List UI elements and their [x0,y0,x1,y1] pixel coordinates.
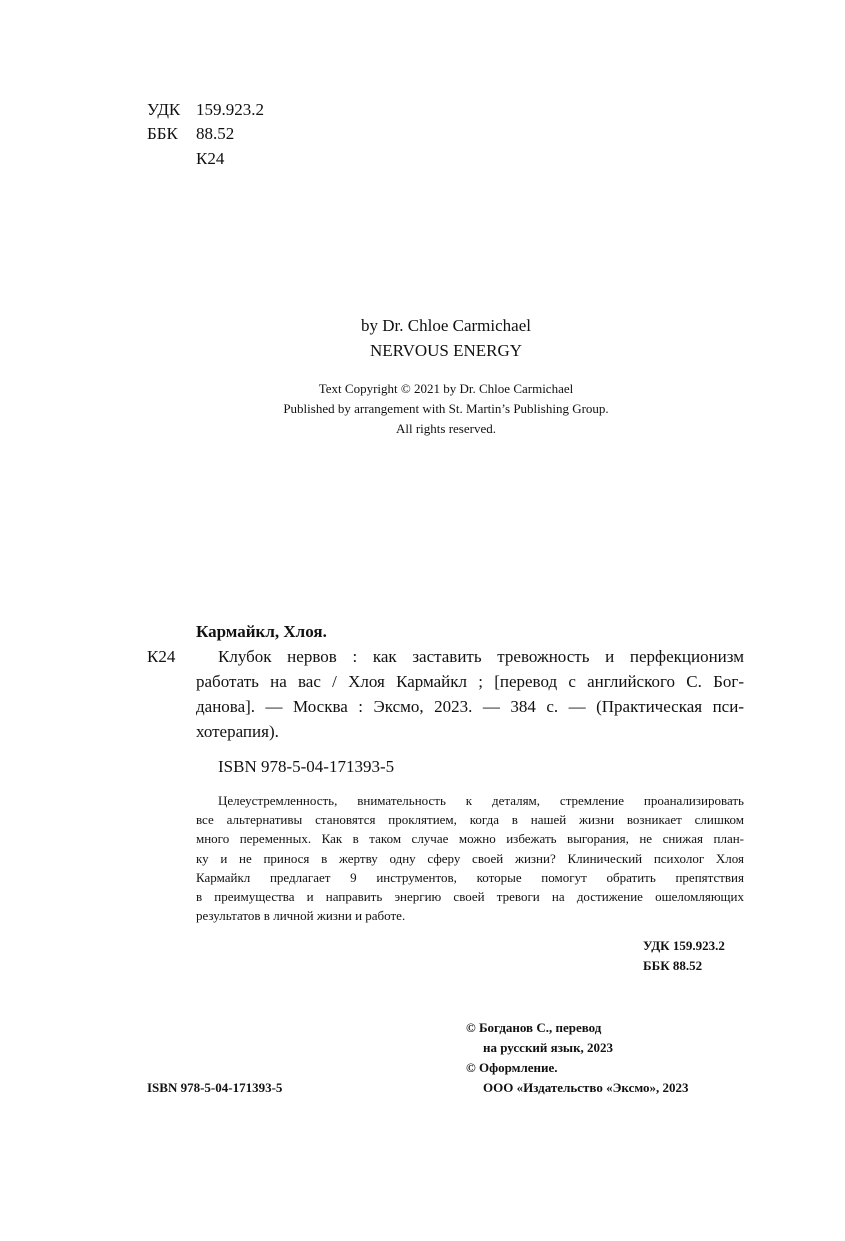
bbk-label: ББК [147,124,178,143]
original-title: NERVOUS ENERGY [369,341,523,360]
annotation-line-1: Целеустремленность, внимательность к деталям, стремление проанализировать [218,793,744,808]
udk-label: УДК [147,100,181,119]
catalog-description-line-3: данова]. — Москва : Эксмо, 2023. — 384 с. — (Практическая пси- [196,697,744,716]
udk-value: 159.923.2 [196,100,264,119]
author-mark: К24 [196,149,225,168]
isbn-bottom: ISBN 978-5-04-171393-5 [147,1080,283,1095]
annotation-line-4: ку и не принося в жертву одну сферу своей жизни? Клинический психолог Хлоя [196,851,744,866]
rights-design-line-1: © Оформление. [466,1060,558,1075]
rights-translation-line-2: на русский язык, 2023 [483,1040,614,1055]
catalog-author-heading: Кармайкл, Хлоя. [196,622,327,641]
catalog-description-line-1: Клубок нервов : как заставить тревожность и перфекционизм [218,647,744,666]
annotation-line-2: все альтернативы становятся проклятием, когда в нашей жизни возникает слишком [196,812,744,827]
catalog-mark: К24 [147,647,176,666]
bottom-udk: УДК 159.923.2 [643,938,725,953]
annotation-line-6: в преимущества и направить энергию своей тревоги на достижение ошеломляющих [196,889,744,904]
rights-design-line-2: ООО «Издательство «Эксмо», 2023 [483,1080,689,1095]
rights-translation-line-1: © Богданов С., перевод [466,1020,602,1035]
annotation-line-7: результатов в личной жизни и работе. [196,908,406,923]
original-author: by Dr. Chloe Carmichael [361,316,531,335]
annotation-line-5: Кармайкл предлагает 9 инструментов, которые помогут обратить препятствия [196,870,744,885]
catalog-isbn: ISBN 978-5-04-171393-5 [218,757,395,776]
catalog-description-line-4: хотерапия). [196,722,279,741]
bbk-value: 88.52 [196,124,235,143]
annotation-line-3: много переменных. Как в таком случае можно избежать выгорания, не снижая план- [196,831,744,846]
copyright-line-3: All rights reserved. [395,421,496,436]
copyright-line-1: Text Copyright © 2021 by Dr. Chloe Carmichael [318,381,574,396]
catalog-description-line-2: работать на вас / Хлоя Кармайкл ; [перевод с английского С. Бог- [196,672,744,691]
bottom-bbk: ББК 88.52 [643,958,703,973]
copyright-line-2: Published by arrangement with St. Martin’s Publishing Group. [283,401,609,416]
